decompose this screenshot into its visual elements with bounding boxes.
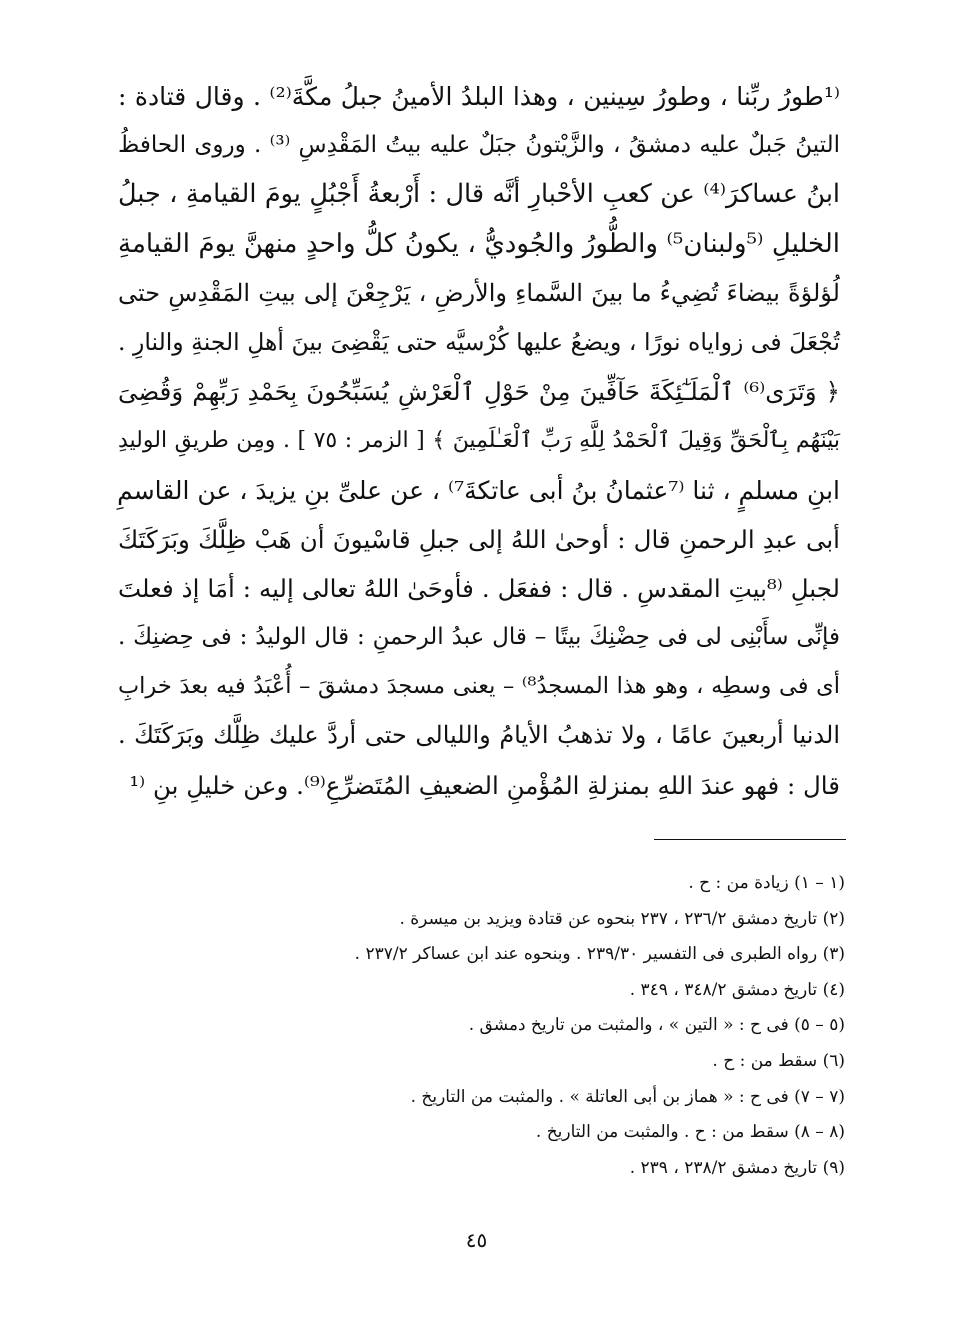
footnote-separator [654, 839, 846, 840]
text-line: ⁽¹طورُ ربِّنا ، وطورُ سِينين ، وهذا البلدُ الأمينُ جبلُ مكَّةَ⁽²⁾ . وقال قتادة : [118, 82, 840, 111]
main-text [118, 72, 840, 810]
text-line: لُؤلؤةً بيضاءَ تُضِيءُ ما بينَ السَّماءِ والأرضِ ، يَرْجِعْنَ إلى بيتِ المَقْدِسِ حتى [118, 278, 840, 307]
text-line: لجبلِ ⁽⁸بيتِ المقدسِ . قال : ففعَل . فأوحَىٰ اللهُ تعالى إليه : أمَا إذ فعلتَ [118, 573, 840, 603]
footnote: (١ – ١) زيادة من : ح . [688, 873, 845, 893]
page-number: ٤٥ [465, 1228, 488, 1252]
footnote: (٨ – ٨) سقط من : ح . والمثبت من التاريخ . [535, 1122, 845, 1143]
footnote: (٥ – ٥) فى ح : « التين » ، والمثبت من تاريخ دمشق . [468, 1015, 845, 1036]
text-line: التينُ جَبلٌ عليه دمشقُ ، والزَّيْتونُ جبَلٌ عليه بيتُ المَقْدِسِ ⁽³⁾ . وروى الحافظُ [118, 132, 840, 159]
footnote: (٩) تاريخ دمشق ٢٣٨/٢ ، ٢٣٩ . [629, 1157, 845, 1178]
footnote: (٧ – ٧) فى ح : « هماز بن أبى العاتلة » . والمثبت من التاريخ . [410, 1086, 845, 1107]
footnote: (٤) تاريخ دمشق ٣٤٨/٢ ، ٣٤٩ . [629, 979, 845, 1000]
footnote: (٦) سقط من : ح . [712, 1050, 845, 1071]
text-line: الدنيا أربعينَ عامًا ، ولا تذهبُ الأيامُ والليالى حتى أردَّ عليك ظِلَّك وبَرَكَتَكَ . [118, 721, 840, 750]
text-line: تُجْعَلَ فى زواياه نورًا ، ويضعُ عليها كُرْسيَّه حتى يَقْضِىَ بينَ أهلِ الجنةِ والنارِ . [118, 327, 840, 356]
text-line: ابنِ مسلمٍ ، ثنا ⁽⁷عثمانُ بنُ أبى عاتكةَ⁷⁾ ، عن علىِّ بنِ يزيدَ ، عن القاسمِ [117, 475, 840, 505]
text-line: قال : فهو عندَ اللهِ بمنزلةِ المُؤْمنِ الضعيفِ المُتَضرِّعِ⁽⁹⁾. وعن خليلِ بنِ ⁽¹ [129, 770, 840, 800]
text-line: أبى عبدِ الرحمنِ قال : أوحىٰ اللهُ إلى جبلِ قاسْيونَ أن هَبْ ظِلَّكَ وبَرَكَتَكَ [118, 524, 840, 554]
text-line: الخليلِ ⁽⁵ولبنان⁵⁾ والطُّورُ والجُوديُّ ، يكونُ كلُّ واحدٍ منهنَّ يومَ القيامةِ [118, 228, 840, 259]
footnote: (٢) تاريخ دمشق ٢٣٦/٢ ، ٢٣٧ بنحوه عن قتادة ويزيد بن ميسرة . [399, 908, 845, 929]
footnote: (٣) رواه الطبرى فى التفسير ٢٣٩/٣٠ . وبنحوه عند ابن عساكر ٢٣٧/٢ . [354, 944, 845, 965]
quran-verse-line: ﴿ وَتَرَى⁽⁶⁾ ٱلْمَلَـٰٓئِكَةَ حَآفِّينَ مِنْ حَوْلِ ٱلْعَرْشِ يُسَبِّحُونَ بِحَمْدِ رَبِّهِمْ وَقُضِىَ [118, 377, 840, 407]
text-line: ابنُ عساكرَ⁽⁴⁾ عن كعبِ الأحْبارِ أنَّه قال : أَرْبعةُ أَجْبُلٍ يومَ القيامةِ ، جبلُ [118, 179, 841, 210]
text-line: أى فى وسطِه ، وهو هذا المسجدُ⁸⁾ – يعنى مسجدَ دمشقَ – أُعْبَدُ فيه بعدَ خرابِ [118, 673, 840, 700]
footnotes [205, 866, 845, 1186]
text-line: فإنِّى سأَبْنِى لى فى حِضْنِكَ بيتًا – قال عبدُ الرحمنِ : قال الوليدُ : فى حِضنِكَ . [118, 624, 840, 651]
quran-verse-line: بَيْنَهُم بِٱلْحَقِّ وَقِيلَ ٱلْحَمْدُ لِلَّهِ رَبِّ ٱلْعَـٰلَمِينَ ﴾ [ الزمر : ٧٥ ] . ومِن طريقِ الوليدِ [118, 428, 841, 454]
